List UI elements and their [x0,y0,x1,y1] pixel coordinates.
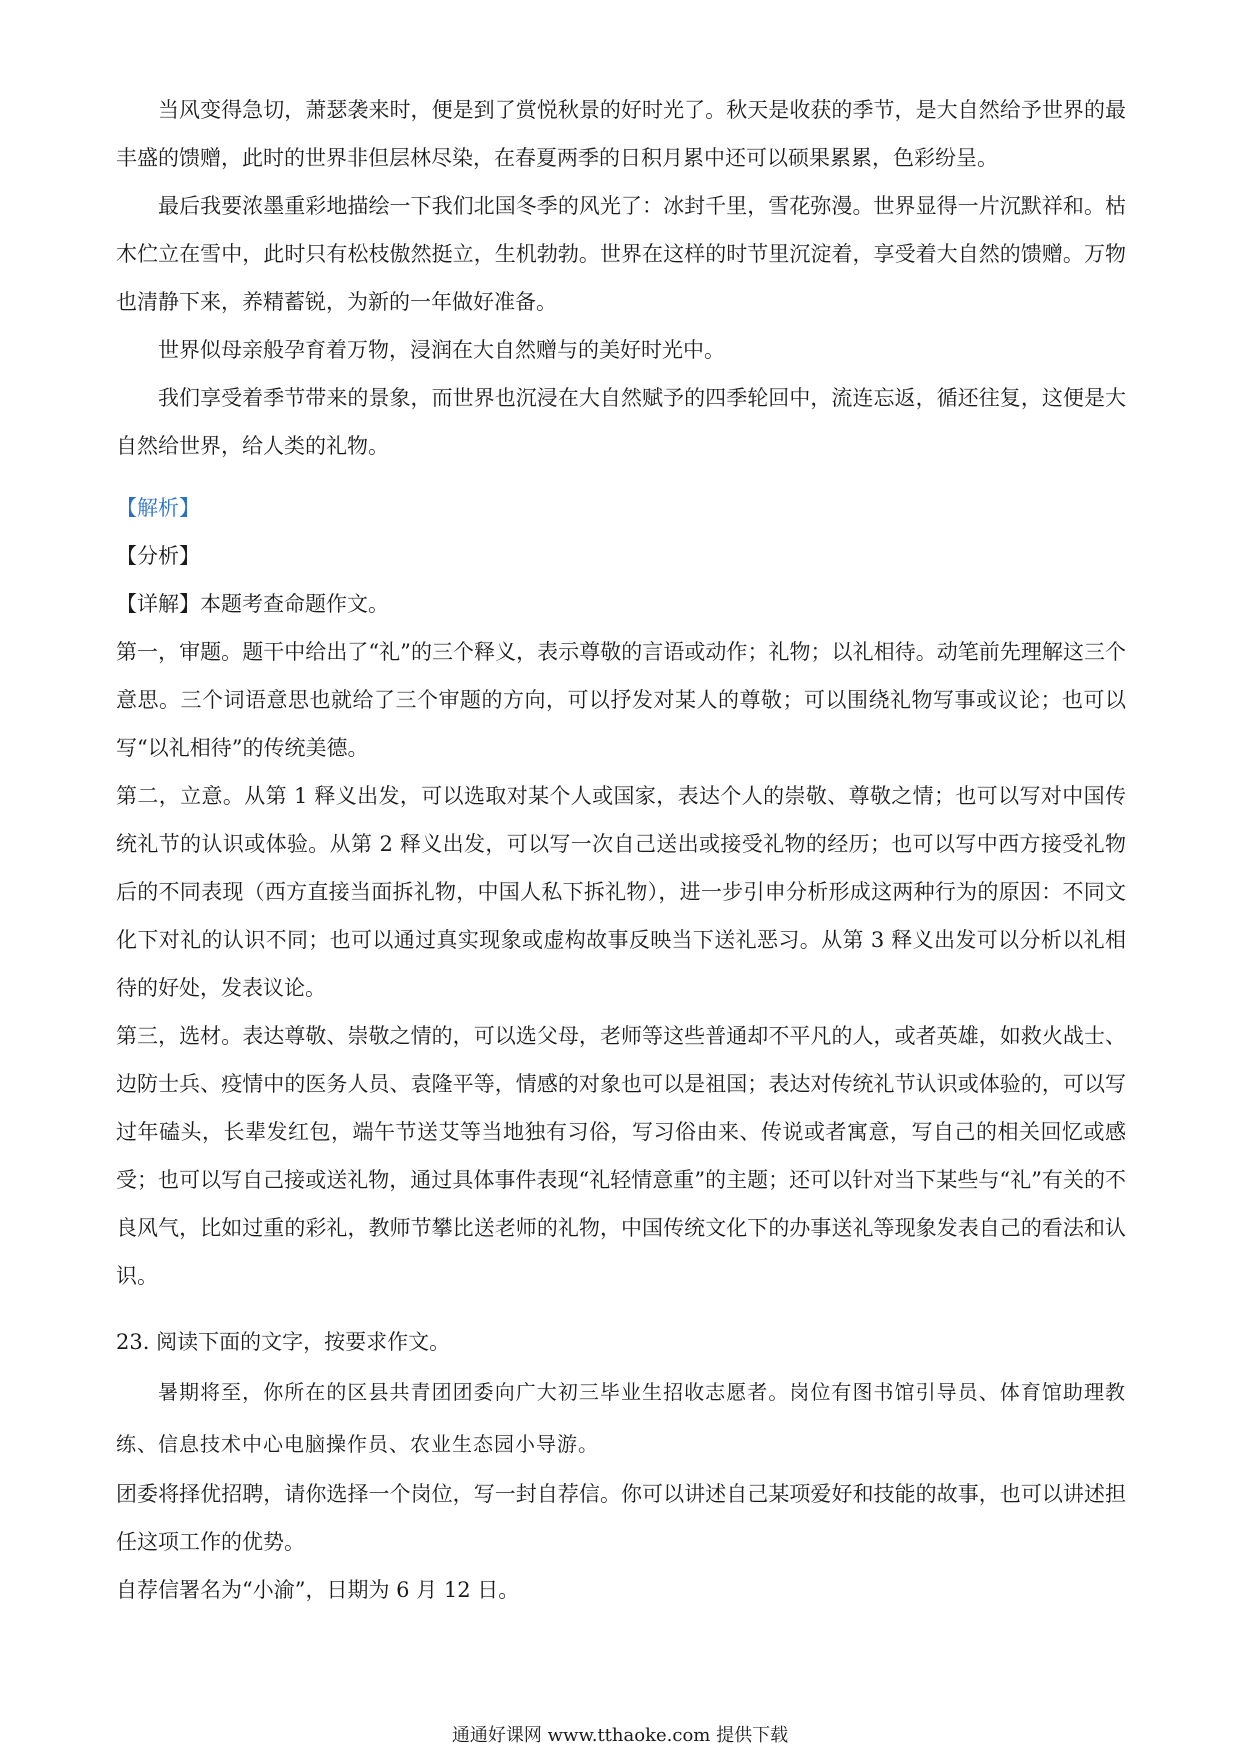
point-liyi: 第二，立意。从第 1 释义出发，可以选取对某个人或国家，表达个人的崇敬、尊敬之情；也可以写对中国传统礼节的认识或体验。从第 2 释义出发，可以写一次自己送出或接受礼物的经历；也可以写中西方接受礼物后的不同表现（西方直接当面拆礼物，中国人私下拆礼物），进一步引申分析形成这两种行为的原因：不同文化下对礼的认识不同；也可以通过真实现象或虚构故事反映当下送礼恶习。从第 3 释义出发可以分析以礼相待的好处，发表议论。 [116,784,1126,1000]
analysis-heading: 【解析】 [116,496,200,520]
question-23-prompt: 暑期将至，你所在的区县共青团团委向广大初三毕业生招收志愿者。岗位有图书馆引导员、体育馆助理教练、信息技术中心电脑操作员、农业生态园小导游。 [116,1380,1126,1456]
fenxi-label: 【分析】 [116,544,200,568]
essay-paragraph-autumn: 当风变得急切，萧瑟袭来时，便是到了赏悦秋景的好时光了。秋天是收获的季节，是大自然给予世界的最丰盛的馈赠，此时的世界非但层林尽染，在春夏两季的日积月累中还可以硕果累累，色彩纷呈。 [116,98,1126,170]
point-xuancai: 第三，选材。表达尊敬、崇敬之情的，可以选父母，老师等这些普通却不平凡的人，或者英雄，如救火战士、边防士兵、疫情中的医务人员、袁隆平等，情感的对象也可以是祖国；表达对传统礼节认识或体验的，可以写过年磕头，长辈发红包，端午节送艾等当地独有习俗，写习俗由来、传说或者寓意，写自己的相关回忆或感受；也可以写自己接或送礼物，通过具体事件表现“礼轻情意重”的主题；还可以针对当下某些与“礼”有关的不良风气，比如过重的彩礼，教师节攀比送老师的礼物，中国传统文化下的办事送礼等现象发表自己的看法和认识。 [116,1024,1126,1288]
essay-paragraph-closing: 我们享受着季节带来的景象，而世界也沉浸在大自然赋予的四季轮回中，流连忘返，循还往复，这便是大自然给世界，给人类的礼物。 [116,386,1126,458]
question-23-title: 23. 阅读下面的文字，按要求作文。 [116,1330,451,1354]
question-23 [116,1318,1126,1614]
analysis-section [116,484,1126,1300]
essay-paragraph-world: 世界似母亲般孕育着万物，浸润在大自然赠与的美好时光中。 [158,338,725,362]
question-23-requirement-1: 团委将择优招聘，请你选择一个岗位，写一封自荐信。你可以讲述自己某项爱好和技能的故事，也可以讲述担任这项工作的优势。 [116,1482,1126,1554]
question-23-requirement-2: 自荐信署名为“小渝”，日期为 6 月 12 日。 [116,1578,520,1602]
essay-tail [116,86,1126,470]
point-shenti: 第一，审题。题干中给出了“礼”的三个释义，表示尊敬的言语或动作；礼物；以礼相待。动笔前先理解这三个意思。三个词语意思也就给了三个审题的方向，可以抒发对某人的尊敬；可以围绕礼物写事或议论；也可以写“以礼相待”的传统美德。 [116,640,1126,760]
page-footer: 通通好课网 www.tthaoke.com 提供下载 [451,1725,789,1746]
essay-paragraph-winter: 最后我要浓墨重彩地描绘一下我们北国冬季的风光了：冰封千里，雪花弥漫。世界显得一片沉默祥和。枯木伫立在雪中，此时只有松枝傲然挺立，生机勃勃。世界在这样的时节里沉淀着，享受着大自然的馈赠。万物也清静下来，养精蓄锐，为新的一年做好准备。 [116,194,1126,314]
xiangjie-line: 【详解】本题考查命题作文。 [116,592,389,616]
